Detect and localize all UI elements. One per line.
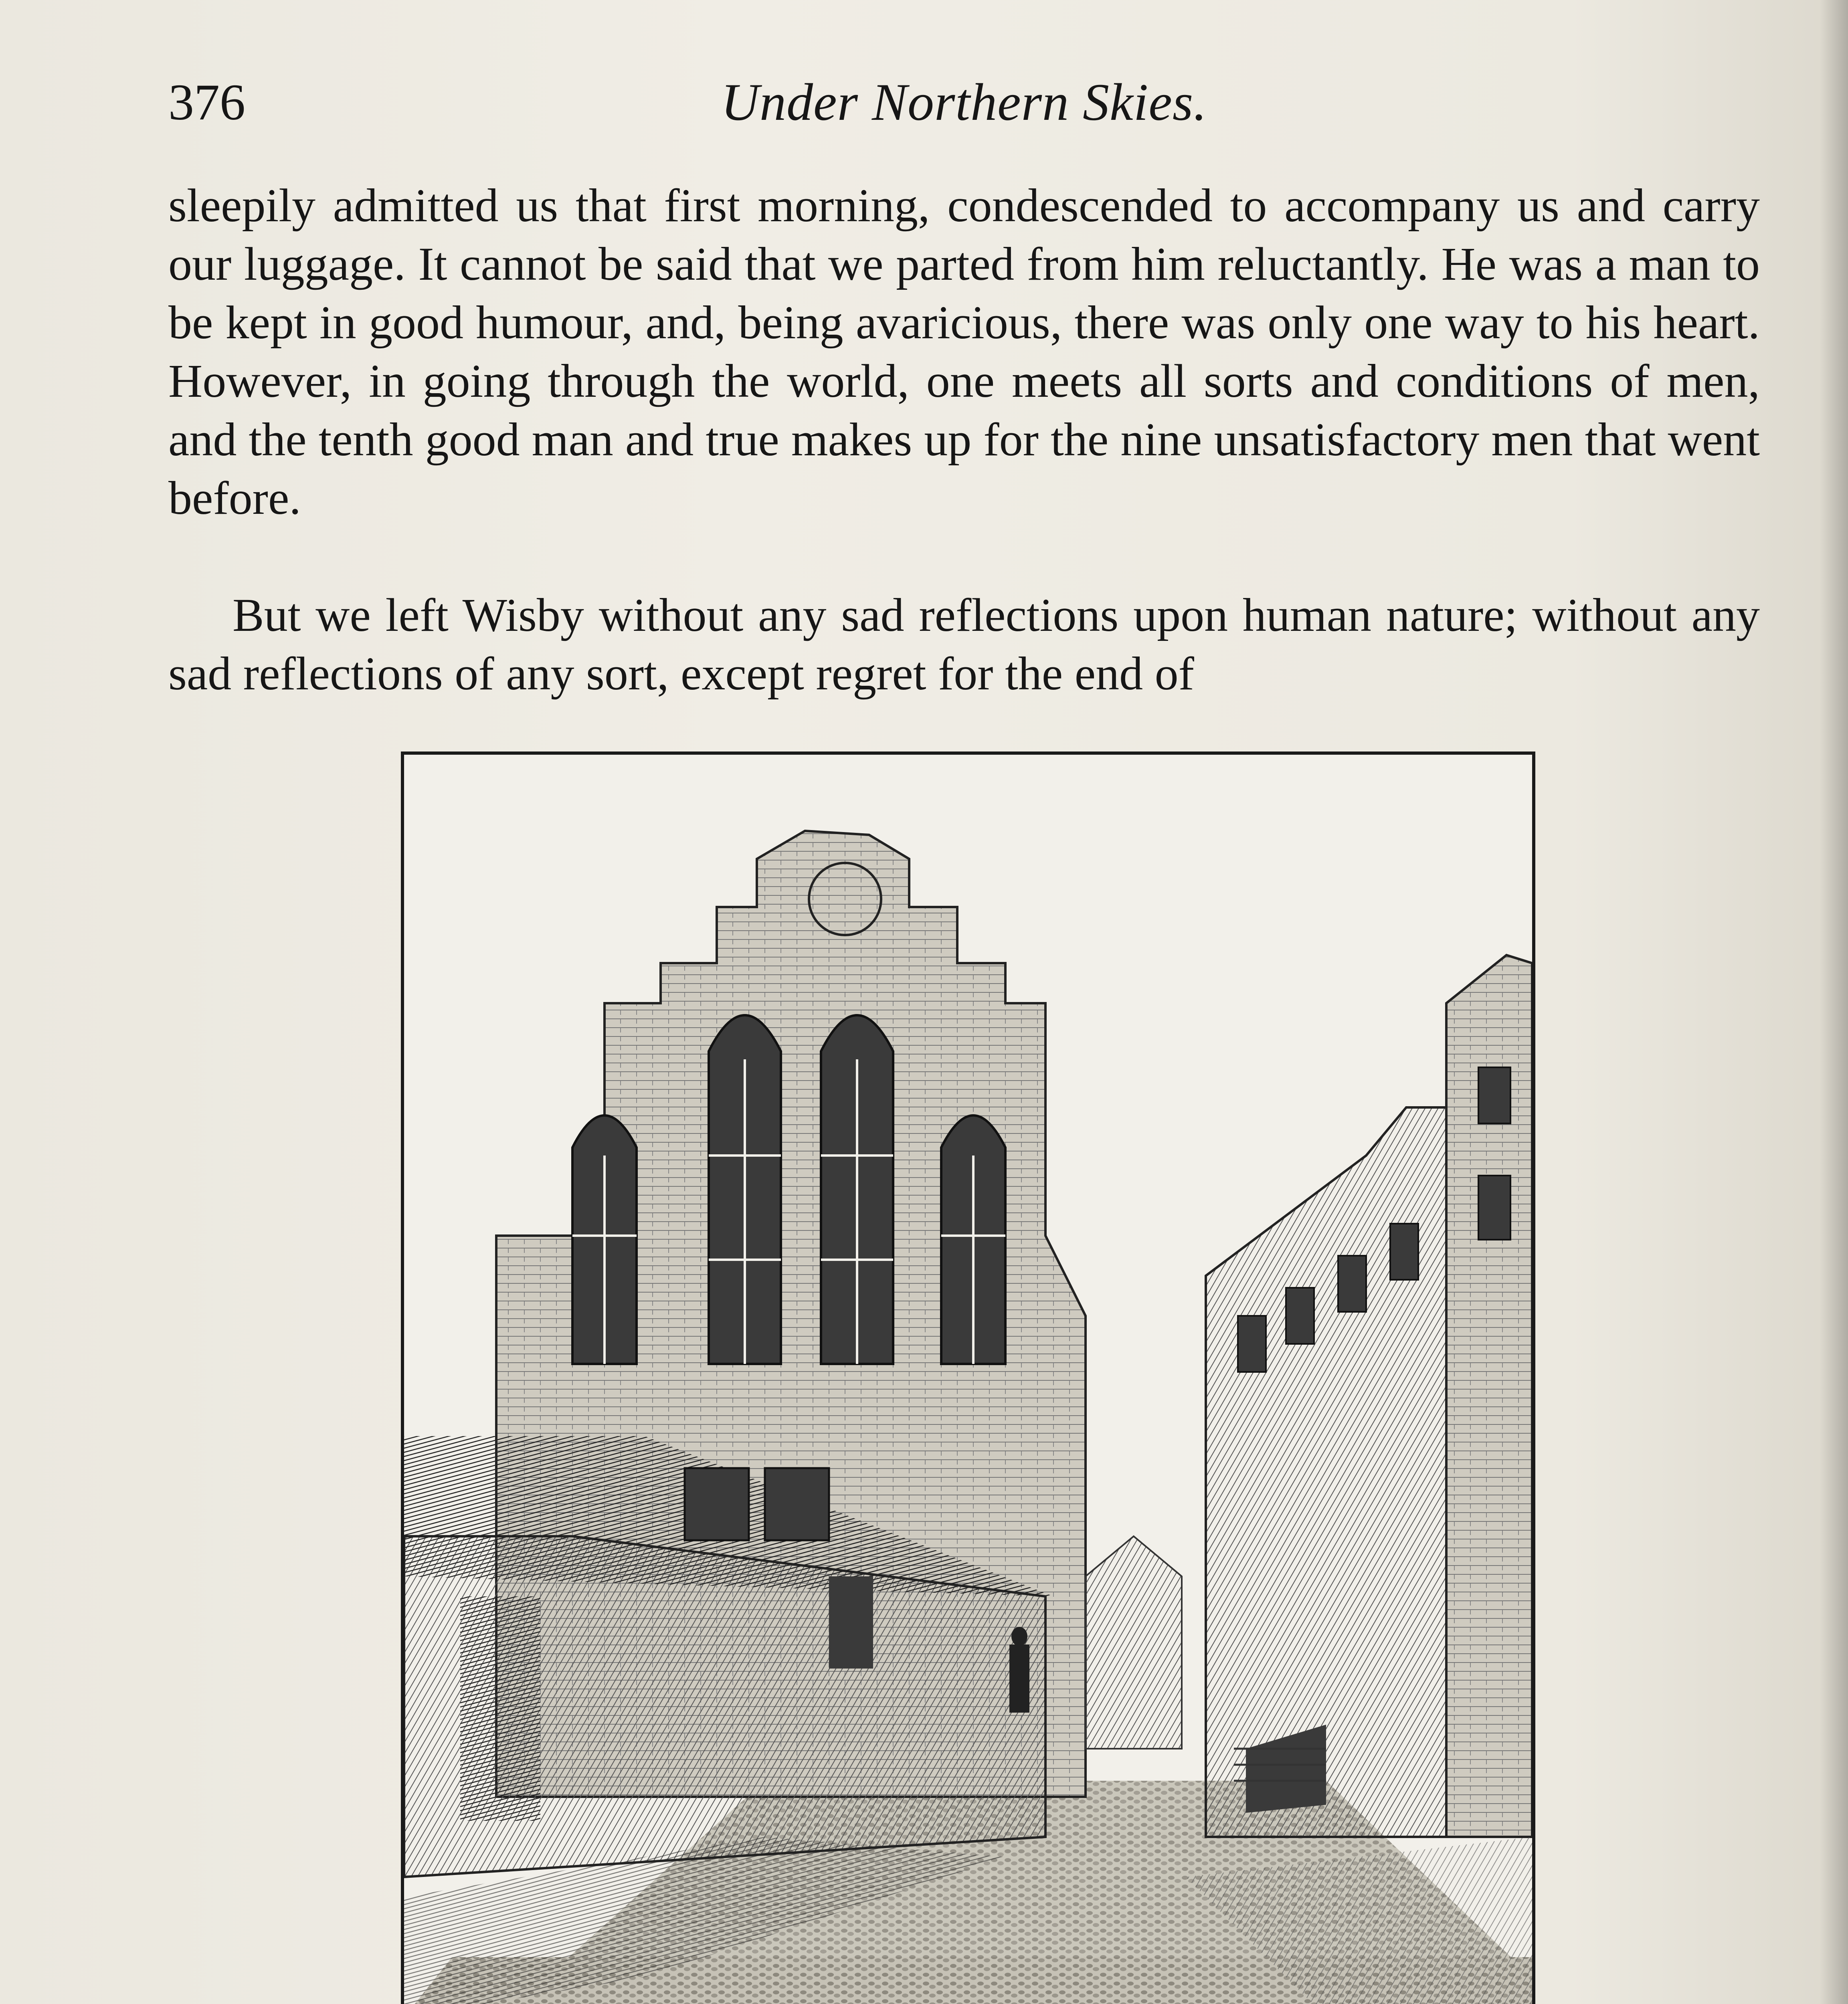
page-number: 376	[168, 74, 245, 131]
paragraph-1: sleepily admitted us that first morning, condescended to accompany us and carry our luggage. It cannot be said that we parted from him reluctantly. He was a man to be kept in good humour, and, being avaricious, there was only one way to his heart. However, in going through the world, one meets all sorts and conditions of men, and the tenth good man and true makes up for the nine unsatisfactory men that went before.	[168, 179, 1760, 524]
paragraph-2: But we left Wisby without any sad reflections upon human nature; without any sad reflections of any sort, except regret for the end of	[168, 589, 1760, 700]
running-header	[168, 68, 1760, 136]
running-title: Under Northern Skies.	[721, 73, 1207, 131]
page-edge-shadow	[1820, 0, 1848, 2004]
wisby-street-engraving	[401, 752, 1535, 2004]
engraving-illustration	[404, 755, 1532, 2004]
pedestrian-figure	[1009, 1644, 1029, 1713]
